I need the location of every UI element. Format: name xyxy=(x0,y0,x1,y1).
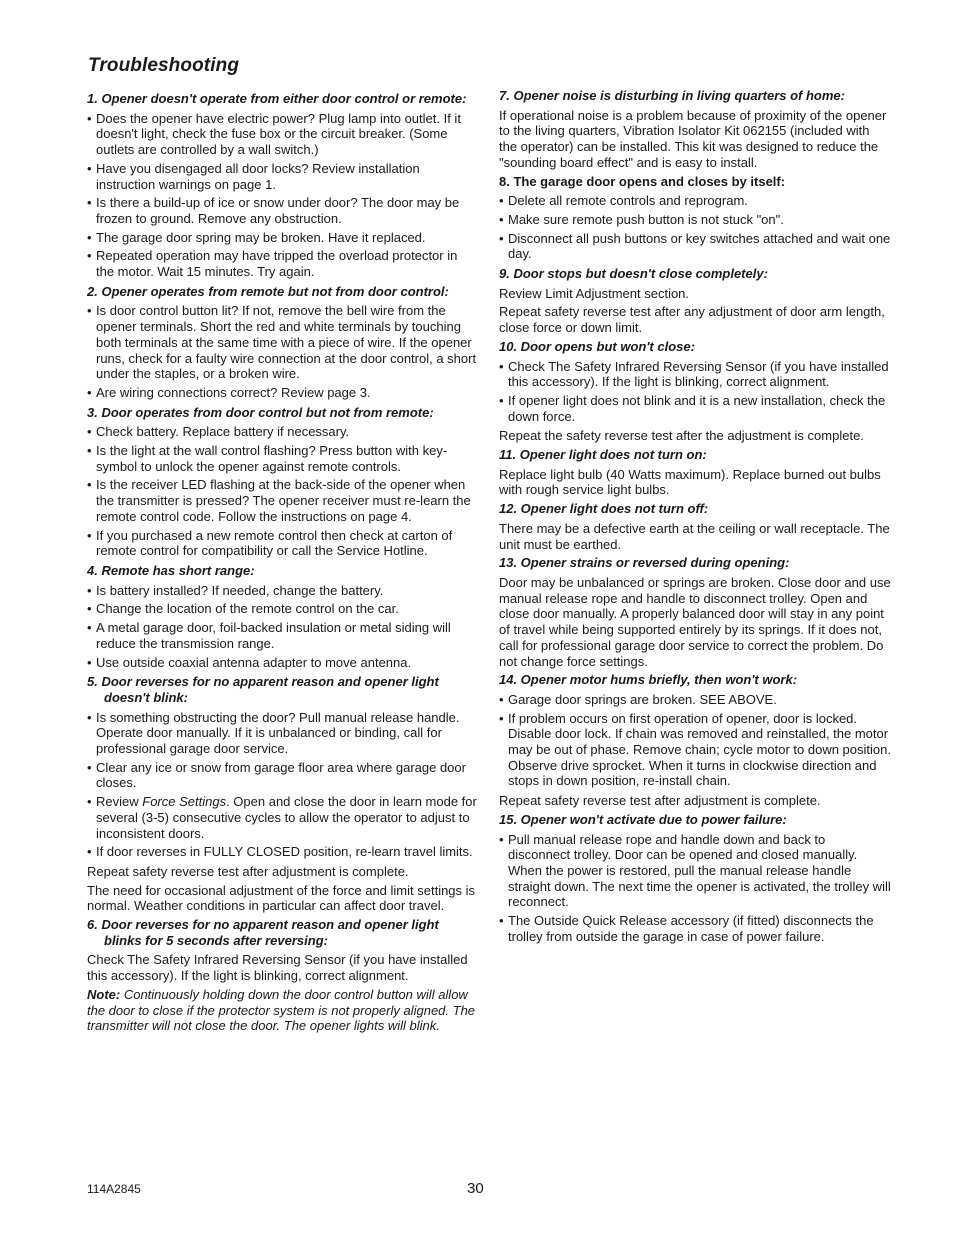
list-item: • Is door control button lit? If not, remove the bell wire from the opener terminals. Short the red and white terminals by touching both terminals at the same time with a piece of wire. If the opener runs, check for a faulty wire connection at the door control, a short under the staples, or a broken wire. xyxy=(87,303,477,382)
list-item: • Check battery. Replace battery if necessary. xyxy=(87,424,477,440)
section-3-list xyxy=(87,424,477,559)
list-item: • Is the receiver LED flashing at the back-side of the opener when the transmitter is pressed? The opener receiver must re-learn the remote control code. Follow the instructions on page 4. xyxy=(87,477,477,524)
note-label: Note: xyxy=(87,986,121,1002)
force-settings-emphasis: Force Settings xyxy=(142,794,227,810)
list-item: • Does the opener have electric power? Plug lamp into outlet. If it doesn't light, check the fuse box or the circuit breaker. (Some outlets are controlled by a wall switch.) xyxy=(87,111,477,158)
section-6-paragraph: Check The Safety Infrared Reversing Sensor (if you have installed this accessory). If the light is blinking, correct alignment. xyxy=(87,952,468,984)
list-item: • Repeated operation may have tripped the overload protector in the motor. Wait 15 minutes. Try again. xyxy=(87,248,477,279)
list-item: • If opener light does not blink and it is a new installation, check the down force. xyxy=(499,393,891,424)
section-1-heading: 1. Opener doesn't operate from either door control or remote: xyxy=(87,91,467,106)
section-14-list xyxy=(499,692,891,789)
list-item: • Is battery installed? If needed, change the battery. xyxy=(87,583,477,599)
section-10-heading: 10. Door opens but won't close: xyxy=(499,338,695,354)
section-9-paragraph: Review Limit Adjustment section. xyxy=(499,285,690,301)
section-6-heading: 6. Door reverses for no apparent reason and opener light blinks for 5 seconds after reversing: xyxy=(87,917,439,948)
section-9-paragraph: Repeat safety reverse test after any adjustment of door arm length, close force or down limit. xyxy=(499,304,885,336)
section-4-list xyxy=(87,583,477,671)
list-item: • Is the light at the wall control flashing? Press button with key-symbol to unlock the opener against remote controls. xyxy=(87,443,477,474)
list-item: • A metal garage door, foil-backed insulation or metal siding will reduce the transmission range. xyxy=(87,620,477,651)
section-4-heading: 4. Remote has short range: xyxy=(87,562,255,578)
section-8-heading: 8. The garage door opens and closes by itself: xyxy=(499,173,786,189)
section-11-heading: 11. Opener light does not turn on: xyxy=(499,447,707,463)
list-item: • Is something obstructing the door? Pull manual release handle. Operate door manually. If it is unbalanced or binding, call for professional garage door service. xyxy=(87,710,477,757)
list-item xyxy=(87,794,477,841)
section-10-list xyxy=(499,359,891,425)
section-15-list xyxy=(499,832,891,945)
section-10-paragraph: Repeat the safety reverse test after the adjustment is complete. xyxy=(499,428,864,444)
note-text: Continuously holding down the door control button will allow the door to close if the protector system is not properly aligned. The transmitter will not close the door. The opener lights will blink. xyxy=(87,986,476,1034)
list-item: • Change the location of the remote control on the car. xyxy=(87,601,477,617)
list-item: • Make sure remote push button is not stuck "on". xyxy=(499,212,891,228)
section-3-heading: 3. Door operates from door control but not from remote: xyxy=(87,404,434,420)
section-12-heading: 12. Opener light does not turn off: xyxy=(499,501,709,517)
section-2-list xyxy=(87,303,477,400)
list-item: • Use outside coaxial antenna adapter to move antenna. xyxy=(87,655,477,671)
list-item: • If you purchased a new remote control then check at carton of remote control for compatibility or call the Service Hotline. xyxy=(87,528,477,559)
section-12-paragraph: There may be a defective earth at the ceiling or wall receptacle. The unit must be earthed. xyxy=(499,520,890,552)
section-2-heading: 2. Opener operates from remote but not from door control: xyxy=(87,283,449,299)
list-item: • If door reverses in FULLY CLOSED position, re-learn travel limits. xyxy=(87,844,477,860)
list-item: • Is there a build-up of ice or snow under door? The door may be frozen to ground. Remove any obstruction. xyxy=(87,195,477,226)
text-run: Review xyxy=(96,794,143,810)
list-item: • Garage door springs are broken. SEE ABOVE. xyxy=(499,692,891,708)
section-11-paragraph: Replace light bulb (40 Watts maximum). Replace burned out bulbs with rough service light bulbs. xyxy=(499,466,881,498)
document-code: 114A2845 xyxy=(87,1182,141,1196)
section-1-list xyxy=(87,111,477,280)
section-5-paragraph: The need for occasional adjustment of the force and limit settings is normal. Weather conditions in particular can affect door travel. xyxy=(87,882,476,914)
section-15-heading: 15. Opener won't activate due to power failure: xyxy=(499,811,787,827)
list-item: • Have you disengaged all door locks? Review installation instruction warnings on page 1. xyxy=(87,161,477,192)
list-item: • Clear any ice or snow from garage floor area where garage door closes. xyxy=(87,760,477,791)
page-title: Troubleshooting xyxy=(88,55,240,76)
right-column xyxy=(499,88,891,948)
section-14-paragraph: Repeat safety reverse test after adjustment is complete. xyxy=(499,793,821,809)
text-run: . Open and close the door in learn mode for several (3-5) consecutive cycles to allow the operator to adjust to inconsistent doors. xyxy=(96,794,477,841)
section-13-heading: 13. Opener strains or reversed during opening: xyxy=(499,555,790,571)
list-item: • Disconnect all push buttons or key switches attached and wait one day. xyxy=(499,231,891,262)
section-7-heading: 7. Opener noise is disturbing in living quarters of home: xyxy=(499,88,845,103)
section-6-note xyxy=(87,987,477,1034)
section-13-paragraph: Door may be unbalanced or springs are broken. Close door and use manual release rope and handle to disconnect trolley. Open and close door manually. A properly balanced door will stay in any point of travel while being supported entirely by its springs. If it does not, call for professional garage door service to correct the problem. Do not change force settings. xyxy=(499,574,891,669)
list-item: • Pull manual release rope and handle down and back to disconnect trolley. Door can be opened and closed manually. When the power is restored, pull the manual release handle straight down. The next time the opener is activated, the trolley will reconnect. xyxy=(499,832,891,911)
section-9-heading: 9. Door stops but doesn't close completely: xyxy=(499,266,768,282)
list-item: • The garage door spring may be broken. Have it replaced. xyxy=(87,230,477,246)
section-5-paragraph: Repeat safety reverse test after adjustment is complete. xyxy=(87,863,409,879)
list-item: • The Outside Quick Release accessory (if fitted) disconnects the trolley from outside the garage in case of power failure. xyxy=(499,913,891,944)
section-14-heading: 14. Opener motor hums briefly, then won't work: xyxy=(499,672,798,688)
list-item: • If problem occurs on first operation of opener, door is locked. Disable door lock. If chain was removed and reinstalled, the motor may be out of phase. Remove chain; cycle motor to down position. Observe drive sprocket. When it turns in clockwise direction and stops in down position, re-install chain. xyxy=(499,711,891,790)
left-column xyxy=(87,91,477,1037)
section-7-paragraph: If operational noise is a problem because of proximity of the opener to the living quarters, Vibration Isolator Kit 062155 (included with the operator) can be installed. This kit was designed to reduce the "sounding board effect" and is easy to install. xyxy=(499,107,887,170)
list-item: • Are wiring connections correct? Review page 3. xyxy=(87,385,477,401)
section-8-list xyxy=(499,193,891,262)
page-number: 30 xyxy=(467,1180,484,1197)
section-5-heading: 5. Door reverses for no apparent reason and opener light doesn't blink: xyxy=(87,674,439,705)
section-5-list xyxy=(87,710,477,860)
list-item: • Delete all remote controls and reprogram. xyxy=(499,193,891,209)
list-item: • Check The Safety Infrared Reversing Sensor (if you have installed this accessory). If the light is blinking, correct alignment. xyxy=(499,359,891,390)
